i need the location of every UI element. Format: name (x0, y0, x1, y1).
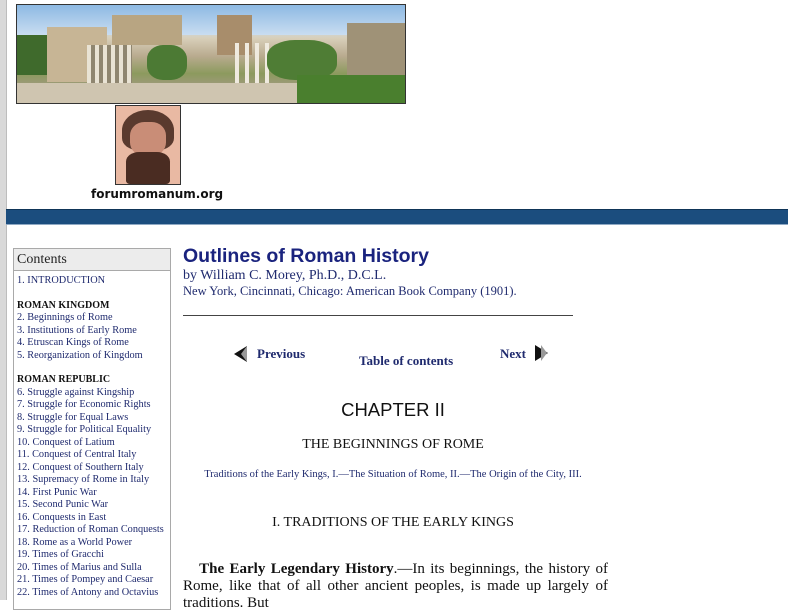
toc-item[interactable]: 3. Institutions of Early Rome (17, 324, 137, 336)
chapter-navigation (183, 343, 613, 373)
toc-item[interactable]: 10. Conquest of Latium (17, 436, 115, 448)
paragraph-lead: The Early Legendary History (199, 561, 394, 577)
previous-arrow-shadow-icon (241, 346, 247, 362)
header-divider-bar (6, 209, 788, 225)
previous-link[interactable]: Previous (257, 346, 306, 361)
page-title: Outlines of Roman History (183, 245, 429, 267)
site-logo-text[interactable]: forumromanum.org (91, 187, 224, 201)
next-arrow-shadow-icon (541, 345, 547, 361)
body-paragraph (183, 561, 608, 612)
toc-item[interactable]: 2. Beginnings of Rome (17, 312, 113, 323)
contents-sidebar (13, 248, 171, 610)
toc-item[interactable]: 17. Reduction of Roman Conquests (17, 524, 164, 535)
contents-heading: Contents (14, 249, 170, 271)
chapter-title: THE BEGINNINGS OF ROME (302, 437, 484, 452)
toc-item[interactable]: 9. Struggle for Political Equality (17, 424, 152, 435)
toc-item[interactable]: 12. Conquest of Southern Italy (17, 461, 144, 473)
toc-section-roman-republic: ROMAN REPUBLIC (17, 374, 111, 385)
toc-item[interactable]: 4. Etruscan Kings of Rome (17, 337, 129, 348)
toc-item[interactable]: 15. Second Punic War (17, 499, 109, 510)
toc-item[interactable]: 6. Struggle against Kingship (17, 386, 135, 398)
toc-item[interactable]: 18. Rome as a World Power (17, 536, 133, 548)
toc-item[interactable]: 21. Times of Pompey and Caesar (17, 574, 154, 585)
chapter-subsections[interactable]: Traditions of the Early Kings, I.—The Situation of Rome, II.—The Origin of the City, III. (204, 469, 582, 480)
table-of-contents-link[interactable]: Table of contents (359, 353, 454, 368)
toc-item[interactable]: 5. Reorganization of Kingdom (17, 349, 143, 361)
contents-list (14, 271, 170, 603)
left-window-edge (0, 0, 7, 600)
toc-item[interactable]: 11. Conquest of Central Italy (17, 449, 137, 460)
toc-item[interactable]: 20. Times of Marius and Sulla (17, 561, 142, 573)
main-content (183, 245, 613, 611)
next-link[interactable]: Next (500, 346, 526, 361)
toc-item[interactable]: 14. First Punic War (17, 486, 97, 498)
book-publisher: New York, Cincinnati, Chicago: American Book Company (1901). (183, 284, 517, 298)
toc-item[interactable]: 13. Supremacy of Rome in Italy (17, 474, 150, 485)
bust-portrait-image (115, 105, 181, 185)
toc-item[interactable]: 16. Conquests in East (17, 511, 107, 523)
toc-section-roman-kingdom: ROMAN KINGDOM (17, 299, 110, 311)
toc-item[interactable]: 7. Struggle for Economic Rights (17, 399, 151, 410)
toc-item-introduction[interactable]: 1. INTRODUCTION (17, 275, 106, 286)
chapter-number: CHAPTER II (341, 399, 445, 420)
title-divider (183, 315, 573, 316)
toc-item[interactable]: 19. Times of Gracchi (17, 549, 104, 560)
toc-item[interactable]: 22. Times of Antony and Octavius (17, 586, 159, 598)
toc-item[interactable]: 8. Struggle for Equal Laws (17, 411, 129, 423)
forum-banner-image (16, 4, 406, 104)
paragraph-text: .—In its beginnings, the history of Rome, like that of all other ancient peoples, is made up largely of traditions. But (183, 561, 608, 611)
book-author: by William C. Morey, Ph.D., D.C.L. (183, 268, 387, 283)
section-title: I. TRADITIONS OF THE EARLY KINGS (272, 515, 514, 530)
